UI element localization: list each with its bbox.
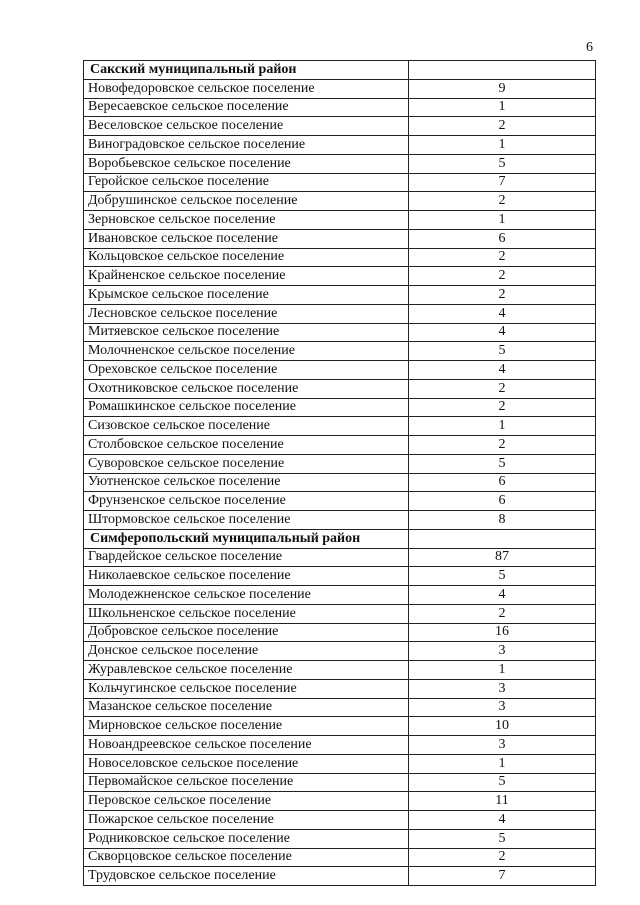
settlement-name: Добрушинское сельское поселение — [84, 192, 409, 211]
settlement-name: Веселовское сельское поселение — [84, 117, 409, 136]
table-row — [84, 117, 596, 136]
settlement-name: Кольчугинское сельское поселение — [84, 679, 409, 698]
settlement-name: Ореховское сельское поселение — [84, 361, 409, 380]
settlement-count: 2 — [409, 848, 596, 867]
settlement-name: Сизовское сельское поселение — [84, 417, 409, 436]
settlement-name: Геройское сельское поселение — [84, 173, 409, 192]
table-row — [84, 417, 596, 436]
table-row — [84, 604, 596, 623]
settlement-count: 6 — [409, 229, 596, 248]
settlement-count: 8 — [409, 511, 596, 530]
settlement-name: Виноградовское сельское поселение — [84, 136, 409, 155]
table-row — [84, 248, 596, 267]
page-number: 6 — [586, 40, 593, 55]
settlement-name: Журавлевское сельское поселение — [84, 661, 409, 680]
settlement-count: 5 — [409, 154, 596, 173]
settlement-name: Скворцовское сельское поселение — [84, 848, 409, 867]
settlement-name: Новофедоровское сельское поселение — [84, 79, 409, 98]
settlement-count: 2 — [409, 604, 596, 623]
settlement-count: 4 — [409, 811, 596, 830]
settlement-count: 1 — [409, 136, 596, 155]
table-row — [84, 154, 596, 173]
table-row — [84, 642, 596, 661]
settlement-count: 2 — [409, 398, 596, 417]
settlement-name: Столбовское сельское поселение — [84, 436, 409, 455]
table-row — [84, 304, 596, 323]
settlement-count: 6 — [409, 473, 596, 492]
settlement-count: 9 — [409, 79, 596, 98]
table-row — [84, 698, 596, 717]
table-row — [84, 867, 596, 886]
table-row — [84, 567, 596, 586]
settlement-count: 1 — [409, 754, 596, 773]
settlement-count: 4 — [409, 304, 596, 323]
settlement-name: Фрунзенское сельское поселение — [84, 492, 409, 511]
settlement-count: 1 — [409, 661, 596, 680]
settlement-count: 3 — [409, 736, 596, 755]
settlement-name: Первомайское сельское поселение — [84, 773, 409, 792]
settlement-name: Зерновское сельское поселение — [84, 211, 409, 230]
table-row — [84, 829, 596, 848]
table-row — [84, 286, 596, 305]
table-row — [84, 811, 596, 830]
settlement-count: 4 — [409, 323, 596, 342]
settlement-name: Добровское сельское поселение — [84, 623, 409, 642]
table-row — [84, 848, 596, 867]
table-row — [84, 754, 596, 773]
settlement-name: Новоандреевское сельское поселение — [84, 736, 409, 755]
table-row — [84, 717, 596, 736]
settlement-count: 7 — [409, 867, 596, 886]
settlement-count: 2 — [409, 267, 596, 286]
settlement-count: 2 — [409, 192, 596, 211]
settlement-name: Николаевское сельское поселение — [84, 567, 409, 586]
settlement-count: 5 — [409, 342, 596, 361]
table-row — [84, 736, 596, 755]
table-row — [84, 136, 596, 155]
settlement-count: 10 — [409, 717, 596, 736]
settlement-name: Крымское сельское поселение — [84, 286, 409, 305]
settlement-name: Лесновское сельское поселение — [84, 304, 409, 323]
settlement-count: 5 — [409, 454, 596, 473]
settlement-count: 3 — [409, 698, 596, 717]
table-row — [84, 492, 596, 511]
settlement-name: Родниковское сельское поселение — [84, 829, 409, 848]
settlement-count: 2 — [409, 379, 596, 398]
settlement-count: 3 — [409, 679, 596, 698]
settlement-name: Ивановское сельское поселение — [84, 229, 409, 248]
table-row — [84, 361, 596, 380]
table-row — [84, 173, 596, 192]
table-row — [84, 79, 596, 98]
table-row — [84, 511, 596, 530]
settlement-count: 1 — [409, 417, 596, 436]
settlement-name: Гвардейское сельское поселение — [84, 548, 409, 567]
settlement-count: 5 — [409, 773, 596, 792]
district-title: Симферопольский муниципальный район — [84, 529, 409, 548]
settlement-name: Донское сельское поселение — [84, 642, 409, 661]
settlement-count: 2 — [409, 117, 596, 136]
table-row — [84, 548, 596, 567]
table-row — [84, 211, 596, 230]
settlement-name: Молочненское сельское поселение — [84, 342, 409, 361]
settlement-count: 1 — [409, 211, 596, 230]
settlement-count: 5 — [409, 567, 596, 586]
table-row — [84, 342, 596, 361]
table-row — [84, 398, 596, 417]
settlement-name: Перовское сельское поселение — [84, 792, 409, 811]
table-row — [84, 379, 596, 398]
settlement-count: 1 — [409, 98, 596, 117]
settlement-count: 7 — [409, 173, 596, 192]
settlement-name: Крайненское сельское поселение — [84, 267, 409, 286]
settlement-name: Молодежненское сельское поселение — [84, 586, 409, 605]
settlement-count: 16 — [409, 623, 596, 642]
table-row — [84, 623, 596, 642]
district-value-cell — [409, 61, 596, 80]
settlement-name: Трудовское сельское поселение — [84, 867, 409, 886]
table-row — [84, 473, 596, 492]
table-row — [84, 323, 596, 342]
settlement-count: 87 — [409, 548, 596, 567]
settlement-count: 2 — [409, 286, 596, 305]
settlement-count: 3 — [409, 642, 596, 661]
table-row — [84, 586, 596, 605]
settlement-count: 11 — [409, 792, 596, 811]
settlement-name: Пожарское сельское поселение — [84, 811, 409, 830]
district-value-cell — [409, 529, 596, 548]
settlement-name: Ромашкинское сельское поселение — [84, 398, 409, 417]
settlement-name: Суворовское сельское поселение — [84, 454, 409, 473]
settlement-count: 5 — [409, 829, 596, 848]
settlement-count: 2 — [409, 248, 596, 267]
settlement-name: Штормовское сельское поселение — [84, 511, 409, 530]
settlements-table — [83, 60, 596, 886]
settlement-count: 4 — [409, 361, 596, 380]
settlement-name: Митяевское сельское поселение — [84, 323, 409, 342]
district-title: Сакский муниципальный район — [84, 61, 409, 80]
settlement-name: Воробьевское сельское поселение — [84, 154, 409, 173]
table-row — [84, 229, 596, 248]
settlement-name: Новоселовское сельское поселение — [84, 754, 409, 773]
district-header-row — [84, 61, 596, 80]
settlement-name: Уютненское сельское поселение — [84, 473, 409, 492]
table-row — [84, 773, 596, 792]
table-row — [84, 661, 596, 680]
table-row — [84, 267, 596, 286]
settlement-name: Мирновское сельское поселение — [84, 717, 409, 736]
settlement-count: 2 — [409, 436, 596, 455]
district-header-row — [84, 529, 596, 548]
settlement-name: Кольцовское сельское поселение — [84, 248, 409, 267]
table-row — [84, 98, 596, 117]
settlement-name: Охотниковское сельское поселение — [84, 379, 409, 398]
table-row — [84, 792, 596, 811]
settlement-name: Вересаевское сельское поселение — [84, 98, 409, 117]
table-row — [84, 679, 596, 698]
table-row — [84, 192, 596, 211]
table-row — [84, 436, 596, 455]
table-body — [84, 61, 596, 886]
settlement-count: 4 — [409, 586, 596, 605]
settlement-count: 6 — [409, 492, 596, 511]
settlement-name: Мазанское сельское поселение — [84, 698, 409, 717]
settlement-name: Школьненское сельское поселение — [84, 604, 409, 623]
table-row — [84, 454, 596, 473]
